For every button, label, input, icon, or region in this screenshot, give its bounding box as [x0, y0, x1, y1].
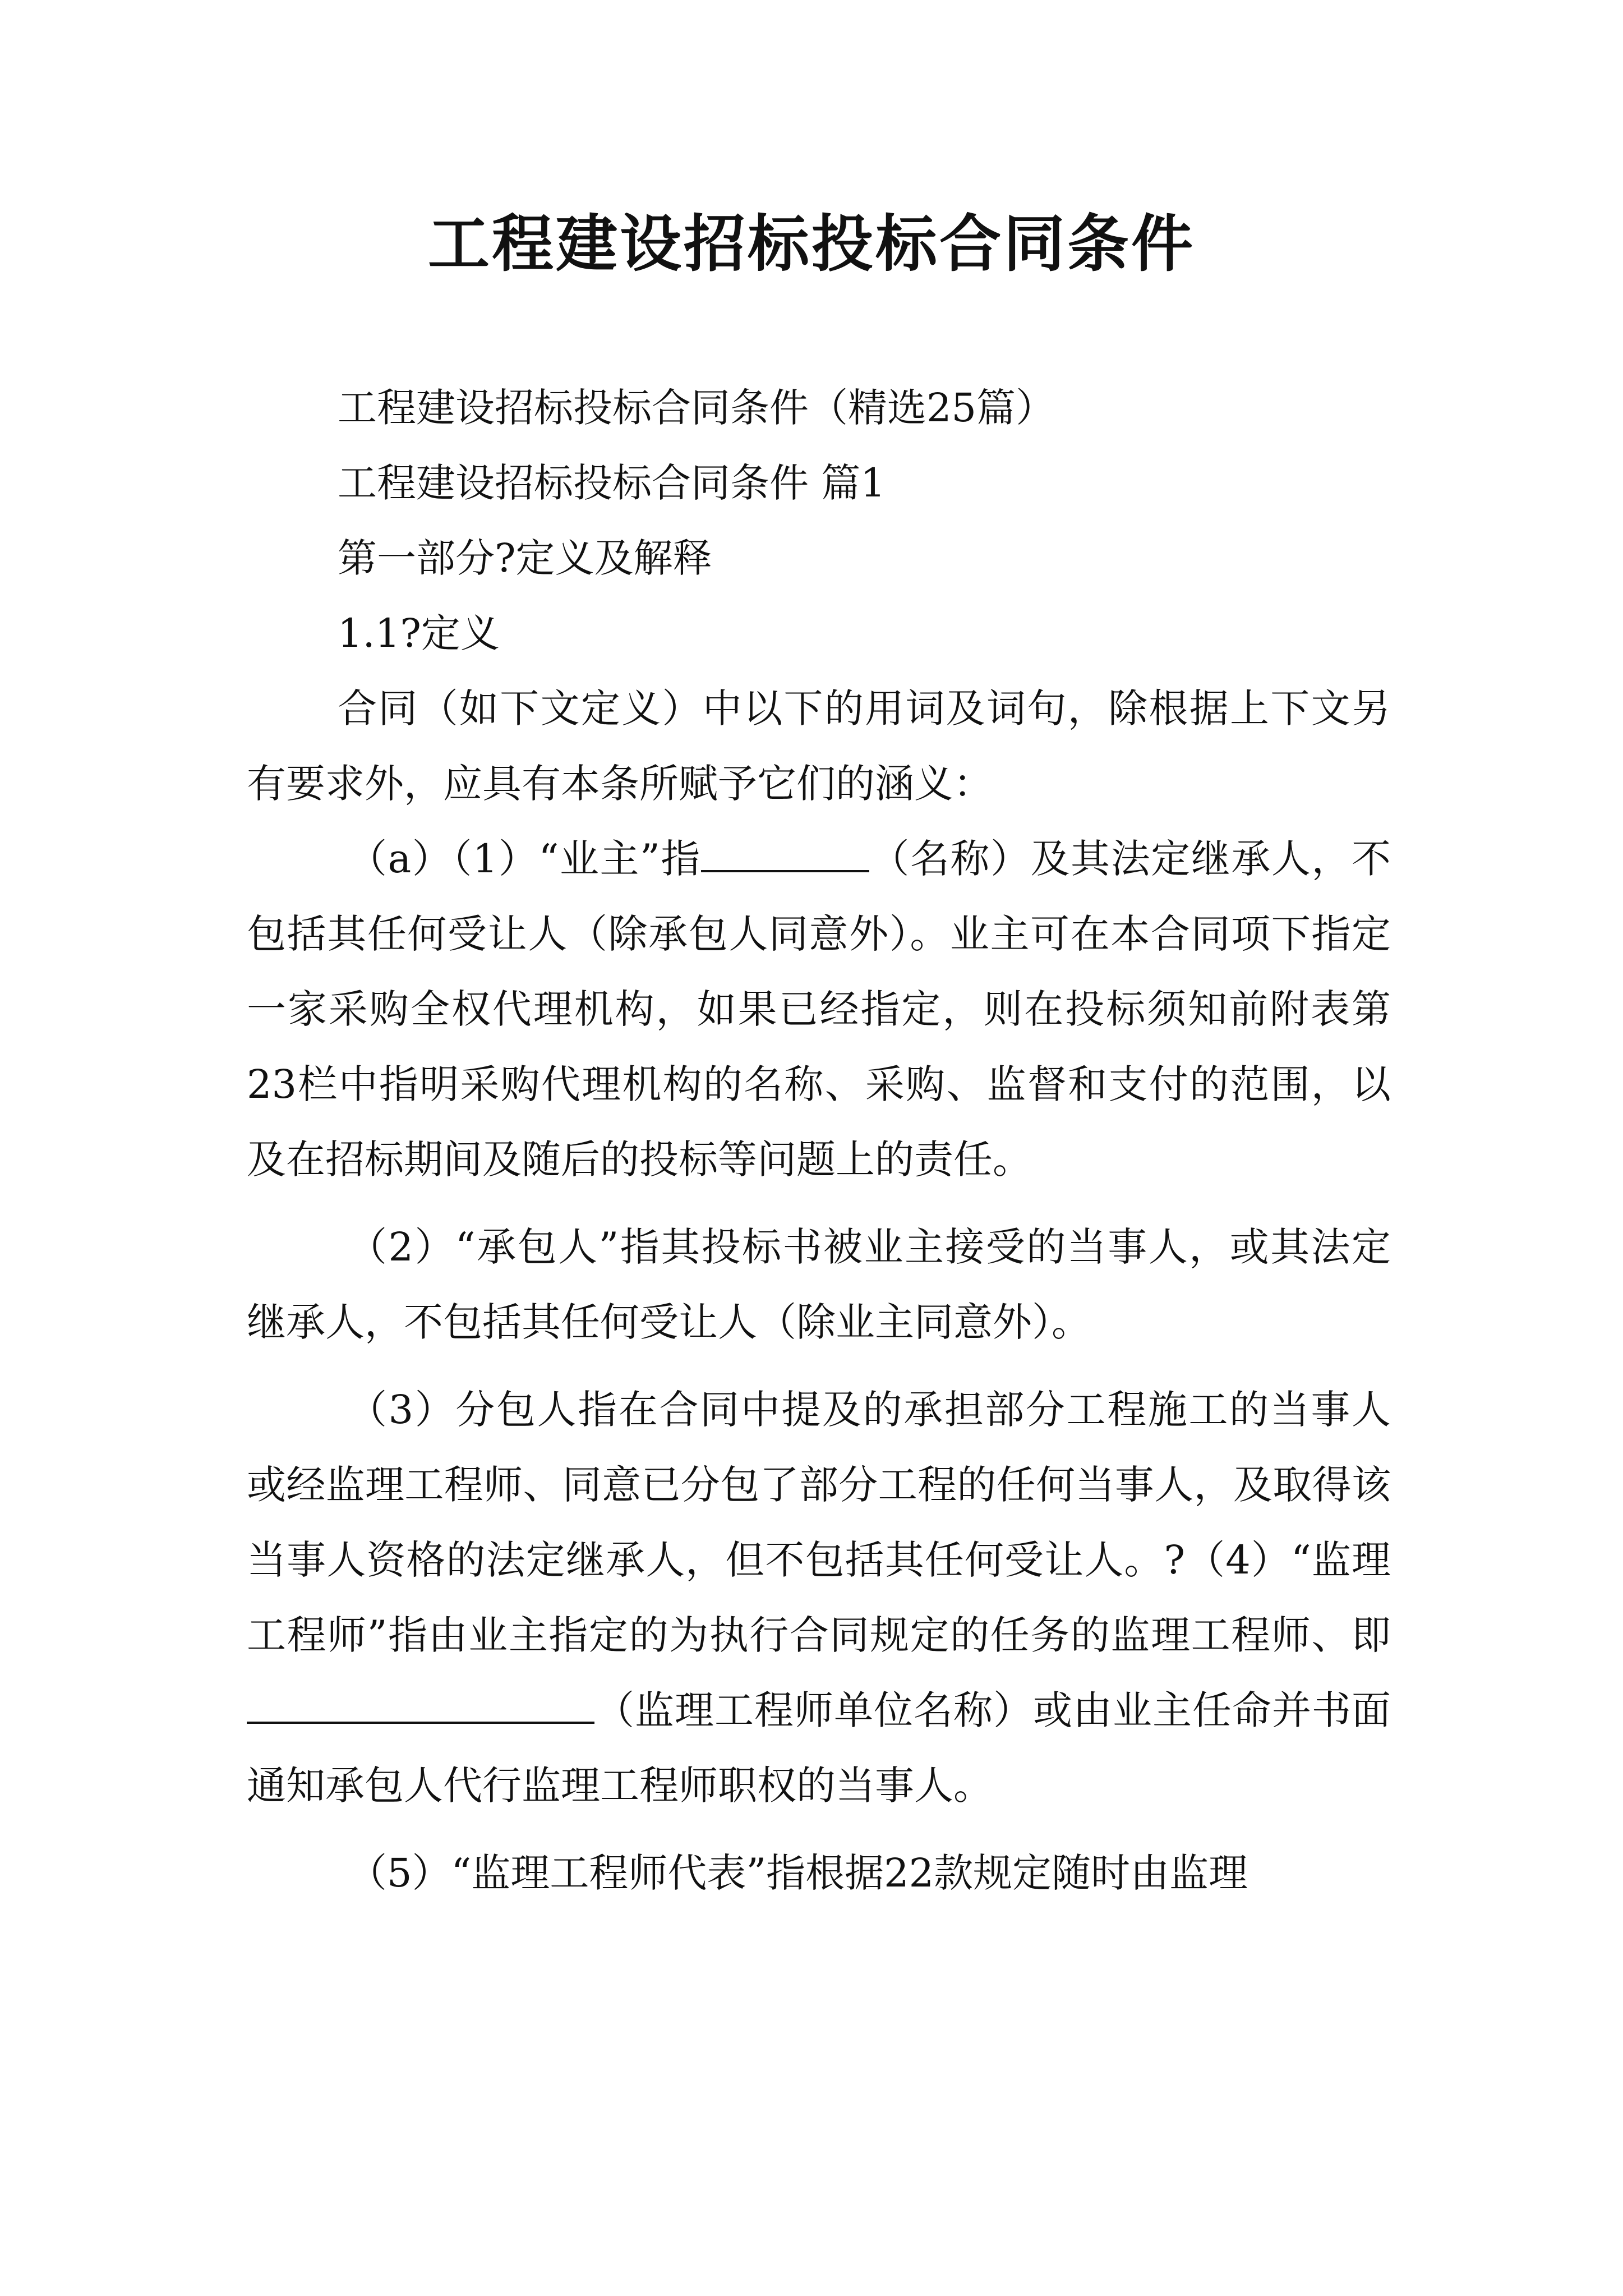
subcontractor-definition-start: （3）分包人指在合同中提及的承担部分工程施工的当事人或经监理工程师、同意已分包了部分工程的任何当事人，及取得该当事人资格的法定继承人，但不包括其任何受让人。?（4）“监理工程师”指由业主指定的为执行合同规定的任务的监理工程师、即 — [247, 1387, 1391, 1658]
owner-name-blank — [701, 831, 869, 872]
paragraph-part-heading: 第一部分?定义及解释 — [338, 535, 712, 581]
document-body — [247, 370, 1391, 1911]
paragraph-contractor-definition: （2）“承包人”指其投标书被业主接受的当事人，或其法定继承人，不包括其任何受让人（除业主同意外）。 — [247, 1224, 1391, 1345]
engineer-name-blank — [247, 1682, 594, 1724]
subcontractor-definition-rest: （监理工程师单位名称）或由业主任命并书面通知承包人代行监理工程师职权的当事人。 — [247, 1687, 1391, 1809]
paragraph-clause-heading: 1.1?定义 — [338, 610, 500, 656]
paragraph-section-heading: 工程建设招标投标合同条件 篇1 — [338, 460, 886, 506]
owner-definition-start: （a）（1）“业主”指 — [348, 836, 701, 882]
owner-definition-rest: （名称）及其法定继承人，不包括其任何受让人（除承包人同意外）。业主可在本合同项下指定一家采购全权代理机构，如果已经指定，则在投标须知前附表第23栏中指明采购代理机构的名称、采购、监督和支付的范围，以及在招标期间及随后的投标等问题上的责任。 — [247, 836, 1391, 1182]
paragraph-engineer-representative: （5）“监理工程师代表”指根据22款规定随时由监理 — [348, 1850, 1248, 1896]
paragraph-subtitle: 工程建设招标投标合同条件（精选25篇） — [338, 385, 1055, 431]
paragraph-definition-intro: 合同（如下文定义）中以下的用词及词句，除根据上下文另有要求外，应具有本条所赋予它们的涵义： — [247, 685, 1391, 807]
paragraph-owner-definition — [247, 821, 1391, 1197]
document-title: 工程建设招标投标合同条件 — [428, 208, 1195, 280]
paragraph-subcontractor-definition — [247, 1372, 1391, 1823]
